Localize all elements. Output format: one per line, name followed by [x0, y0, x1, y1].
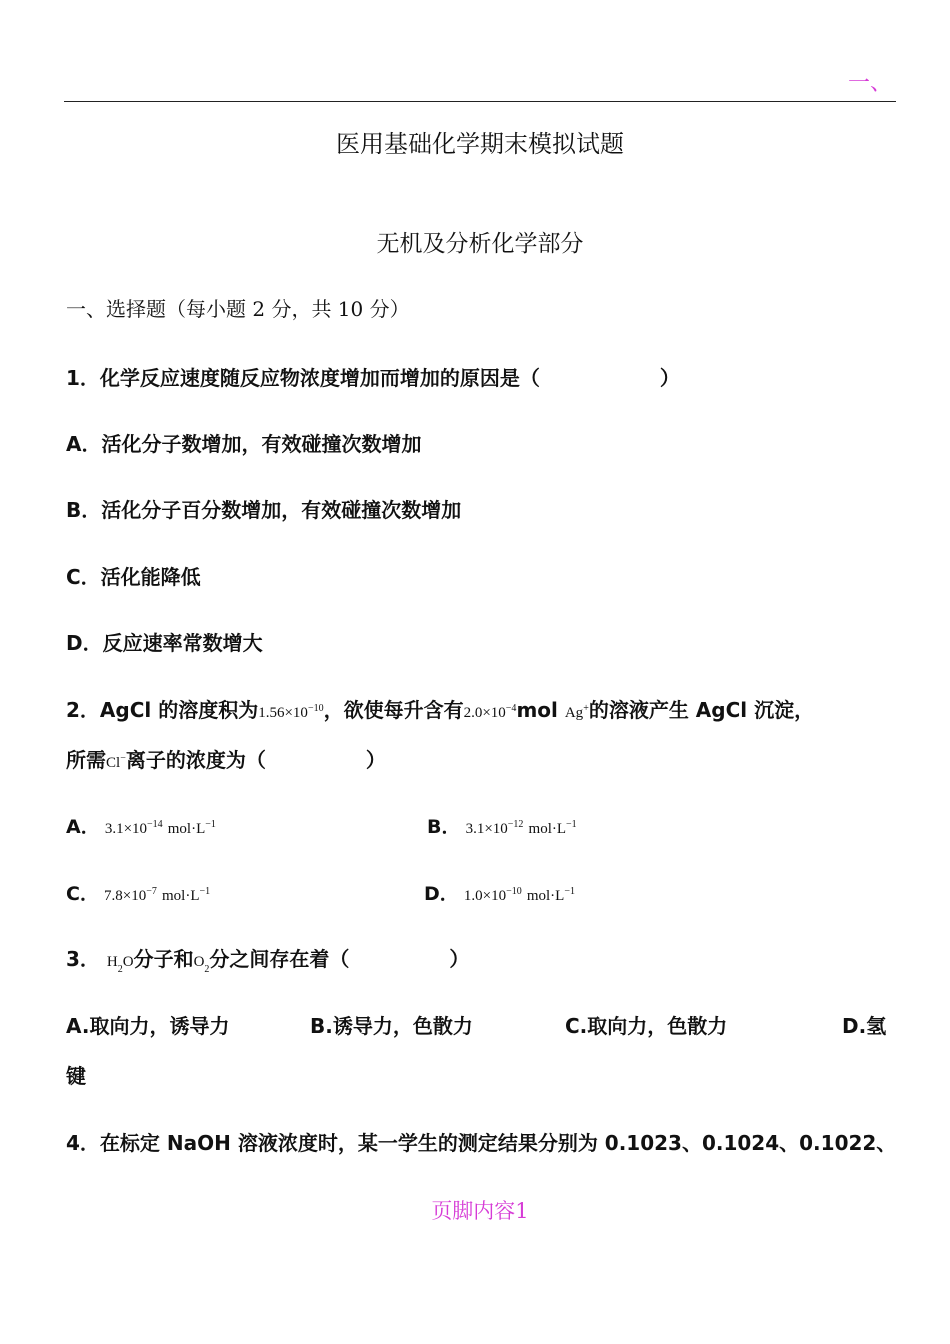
q2-option-c-unit: mol·L — [162, 888, 200, 904]
q2-option-d-exp: −10 — [506, 886, 522, 897]
q2-mol: mol — [516, 698, 558, 722]
q2-conc-exp: −4 — [505, 703, 517, 714]
q3-number: 3． — [66, 947, 100, 971]
q2-ag: Ag — [564, 705, 584, 721]
q3-text-mid: 分子和 — [133, 947, 194, 971]
q1-option-a: A．活化分子数增加，有效碰撞次数增加 — [66, 432, 422, 456]
header-rule — [64, 101, 896, 102]
section-heading: 一、选择题（每小题 2 分，共 10 分） — [66, 297, 410, 321]
q3-option-a: A.取向力，诱导力 — [66, 1014, 230, 1038]
question-4: 4．在标定 NaOH 溶液浓度时，某一学生的测定结果分别为 0.1023、0.1024、0.1022、 — [66, 1131, 897, 1155]
q2-ksp: 1.56×10 — [258, 705, 308, 721]
q2-text-4: 所需 — [66, 748, 106, 772]
q2-option-b-exp: −12 — [507, 819, 524, 830]
q2-ksp-exp: −10 — [307, 703, 324, 714]
q3-o: O — [122, 954, 134, 970]
q2-cl-charge: − — [120, 753, 126, 764]
header-mark: 一、 — [848, 71, 893, 96]
question-2-line-1 — [66, 694, 814, 723]
q2-option-c — [66, 879, 210, 906]
q3-o2: O — [193, 954, 205, 970]
question-2-line-2 — [66, 744, 386, 773]
q2-text-1: 2．AgCl 的溶度积为 — [66, 698, 259, 722]
q2-option-d-value: 1.0×10 — [463, 888, 507, 904]
q3-option-d: D.氢 — [842, 1014, 887, 1038]
q2-option-d-unit: mol·L — [526, 888, 565, 904]
q3-option-d-wrap: 键 — [66, 1064, 86, 1088]
page-subtitle: 无机及分析化学部分 — [376, 231, 584, 257]
q2-option-d — [424, 879, 575, 906]
q2-option-b-unit-exp: −1 — [566, 819, 577, 830]
question-3 — [66, 943, 469, 975]
q2-option-a — [66, 812, 216, 839]
q2-option-a-exp: −14 — [147, 819, 163, 830]
q2-option-b-value: 3.1×10 — [465, 821, 508, 837]
q2-option-c-unit-exp: −1 — [199, 886, 211, 897]
q2-text-5: 离子的浓度为（ ） — [125, 748, 386, 772]
q2-option-b-letter: B． — [427, 816, 461, 838]
q2-cl: Cl — [106, 755, 121, 771]
q2-ag-charge: + — [583, 703, 589, 714]
q2-option-d-unit-exp: −1 — [564, 886, 575, 897]
q2-conc: 2.0×10 — [463, 705, 506, 721]
q3-text-rest: 分之间存在着（ ） — [209, 947, 470, 971]
q3-option-c: C.取向力，色散力 — [565, 1014, 728, 1038]
q2-option-c-letter: C． — [66, 883, 99, 905]
page-footer: 页脚内容1 — [431, 1199, 529, 1223]
q3-option-b: B.诱导力，色散力 — [310, 1014, 473, 1038]
q2-option-a-letter: A． — [66, 816, 100, 838]
q2-option-c-value: 7.8×10 — [104, 888, 147, 904]
q2-option-b-unit: mol·L — [528, 821, 567, 837]
q3-h-sub: 2 — [117, 964, 123, 975]
q2-option-d-letter: D． — [424, 883, 459, 905]
q2-text-2: ，欲使每升含有 — [323, 698, 464, 722]
q1-option-c: C．活化能降低 — [66, 565, 201, 589]
q2-option-a-value: 3.1×10 — [104, 821, 148, 837]
q2-option-c-exp: −7 — [146, 886, 157, 897]
q2-option-b — [427, 812, 577, 839]
q3-o2-sub: 2 — [204, 964, 210, 975]
question-1: 1．化学反应速度随反应物浓度增加而增加的原因是（ ） — [66, 366, 680, 390]
q3-h: H — [106, 954, 118, 970]
q2-option-a-unit-exp: −1 — [205, 819, 216, 830]
q1-option-d: D．反应速率常数增大 — [66, 631, 263, 655]
q1-option-b: B．活化分子百分数增加，有效碰撞次数增加 — [66, 498, 462, 522]
page-title: 医用基础化学期末模拟试题 — [336, 130, 624, 158]
q2-option-a-unit: mol·L — [167, 821, 206, 837]
q2-text-3: 的溶液产生 AgCl 沉淀， — [588, 698, 815, 722]
